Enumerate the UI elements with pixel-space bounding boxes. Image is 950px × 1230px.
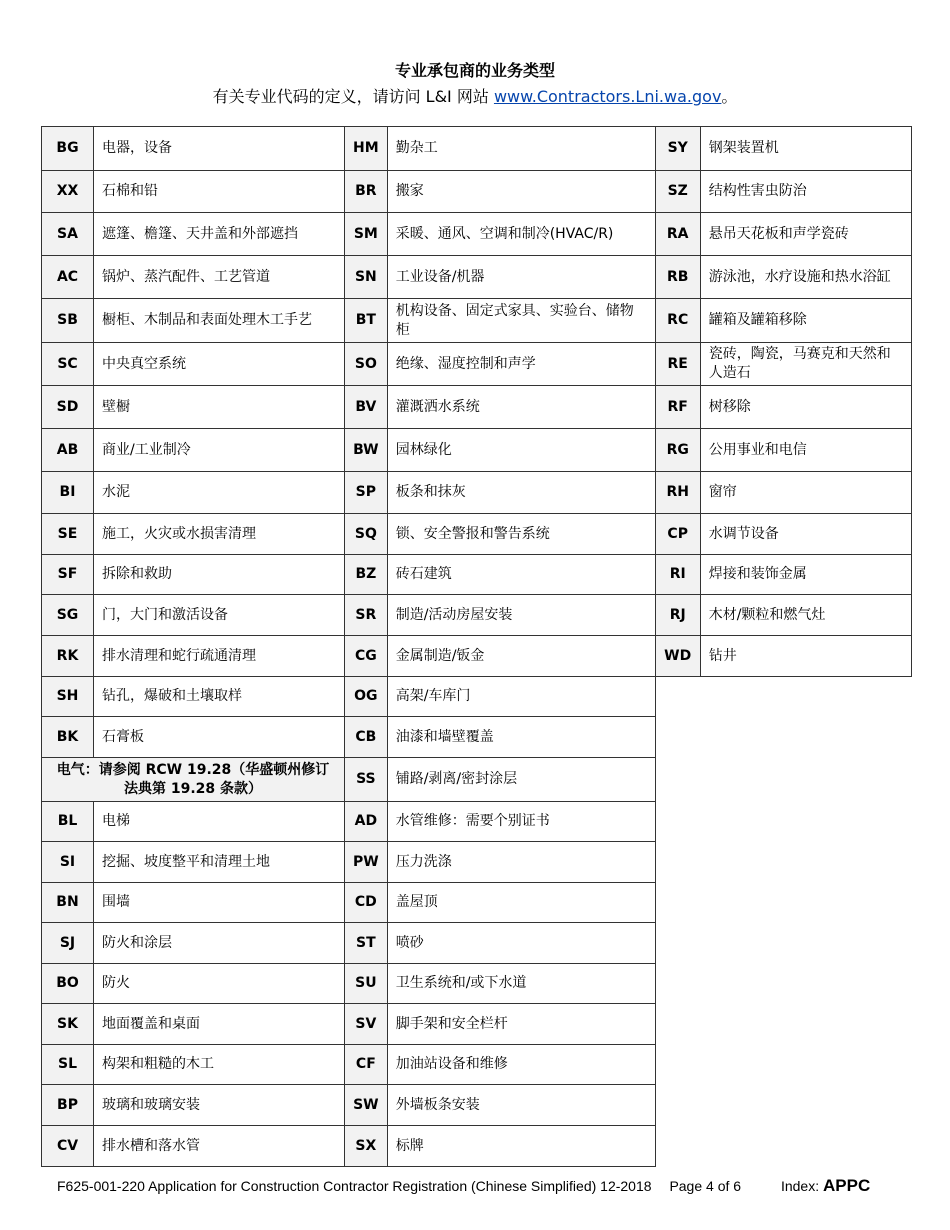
table-row: [42, 923, 912, 964]
specialty-code: SC: [42, 343, 94, 386]
specialty-description: 罐箱及罐箱移除: [700, 299, 911, 343]
specialty-description: 采暖、通风、空调和制冷(HVAC/R): [387, 213, 655, 256]
specialty-description: 电器，设备: [94, 127, 345, 171]
table-row: [42, 213, 912, 256]
specialty-code: SW: [345, 1085, 388, 1126]
specialty-code: SS: [345, 758, 388, 802]
specialty-code: HM: [345, 127, 388, 171]
specialty-description: 标牌: [387, 1126, 655, 1167]
table-row: [42, 256, 912, 299]
empty-cell: [700, 717, 911, 758]
specialty-description: 结构性害虫防治: [700, 171, 911, 213]
specialty-code: CP: [655, 514, 700, 555]
electrical-note: 电气：请参阅 RCW 19.28（华盛顿州修订法典第 19.28 条款）: [42, 758, 345, 802]
empty-cell: [655, 883, 700, 923]
specialty-description: 排水清理和蛇行疏通清理: [94, 636, 345, 677]
specialty-description: 压力洗涤: [387, 842, 655, 883]
specialty-code: CV: [42, 1126, 94, 1167]
specialty-code: SM: [345, 213, 388, 256]
specialty-code: BN: [42, 883, 94, 923]
table-row: [42, 1085, 912, 1126]
specialty-code: RC: [655, 299, 700, 343]
empty-cell: [700, 677, 911, 717]
specialty-code: SO: [345, 343, 388, 386]
specialty-code: BZ: [345, 555, 388, 595]
specialty-code: SA: [42, 213, 94, 256]
empty-cell: [655, 1045, 700, 1085]
table-row: [42, 1045, 912, 1085]
table-row: [42, 677, 912, 717]
specialty-code: ST: [345, 923, 388, 964]
specialty-code: BO: [42, 964, 94, 1004]
specialty-description: 挖掘、坡度整平和清理土地: [94, 842, 345, 883]
specialty-description: 绝缘、湿度控制和声学: [387, 343, 655, 386]
empty-cell: [700, 802, 911, 842]
specialty-description: 板条和抹灰: [387, 472, 655, 514]
specialty-description: 窗帘: [700, 472, 911, 514]
specialty-description: 钻孔，爆破和土壤取样: [94, 677, 345, 717]
specialty-code: SI: [42, 842, 94, 883]
specialty-description: 勤杂工: [387, 127, 655, 171]
specialty-code: BP: [42, 1085, 94, 1126]
empty-cell: [700, 1045, 911, 1085]
specialty-code: SZ: [655, 171, 700, 213]
specialty-description: 橱柜、木制品和表面处理木工手艺: [94, 299, 345, 343]
specialty-description: 砖石建筑: [387, 555, 655, 595]
specialty-description: 搬家: [387, 171, 655, 213]
specialty-code: XX: [42, 171, 94, 213]
specialty-code: CB: [345, 717, 388, 758]
table-row: [42, 514, 912, 555]
page-number: Page 4 of 6: [669, 1178, 742, 1194]
subtitle-end: 。: [721, 87, 738, 106]
specialty-description: 园林绿化: [387, 429, 655, 472]
table-row: [42, 127, 912, 171]
specialty-code: OG: [345, 677, 388, 717]
lni-website-link[interactable]: www.Contractors.Lni.wa.gov: [493, 87, 722, 106]
specialty-description: 构架和粗糙的木工: [94, 1045, 345, 1085]
empty-cell: [700, 842, 911, 883]
subtitle-text: 有关专业代码的定义，请访问 L&I 网站: [212, 87, 494, 106]
table-row: [42, 1004, 912, 1045]
specialty-description: 铺路/剥离/密封涂层: [387, 758, 655, 802]
specialty-code: BV: [345, 386, 388, 429]
specialty-description: 遮篷、檐篷、天井盖和外部遮挡: [94, 213, 345, 256]
specialty-code: AD: [345, 802, 388, 842]
table-row: [42, 802, 912, 842]
specialty-code: RB: [655, 256, 700, 299]
specialty-description: 商业/工业制冷: [94, 429, 345, 472]
specialty-code: RH: [655, 472, 700, 514]
specialty-description: 游泳池，水疗设施和热水浴缸: [700, 256, 911, 299]
specialty-code: SQ: [345, 514, 388, 555]
specialty-description: 地面覆盖和桌面: [94, 1004, 345, 1045]
specialty-description: 机构设备、固定式家具、实验台、储物柜: [387, 299, 655, 343]
specialty-code: BR: [345, 171, 388, 213]
specialty-code: RE: [655, 343, 700, 386]
specialty-code: SH: [42, 677, 94, 717]
specialty-code: SN: [345, 256, 388, 299]
specialty-description: 锁、安全警报和警告系统: [387, 514, 655, 555]
specialty-code: RK: [42, 636, 94, 677]
specialty-code: BK: [42, 717, 94, 758]
specialty-description: 喷砂: [387, 923, 655, 964]
specialty-description: 制造/活动房屋安装: [387, 595, 655, 636]
specialty-code: SV: [345, 1004, 388, 1045]
specialty-description: 脚手架和安全栏杆: [387, 1004, 655, 1045]
empty-cell: [655, 923, 700, 964]
specialty-code: AB: [42, 429, 94, 472]
specialty-description: 石棉和铅: [94, 171, 345, 213]
empty-cell: [655, 1126, 700, 1167]
specialty-code: CG: [345, 636, 388, 677]
specialty-description: 拆除和救助: [94, 555, 345, 595]
empty-cell: [655, 842, 700, 883]
page-subtitle: [0, 84, 950, 107]
form-number: F625-001-220 Application for Construction Contractor Registration (Chinese Simplified) 12-2018: [57, 1178, 652, 1194]
empty-cell: [655, 964, 700, 1004]
specialty-description: 高架/车库门: [387, 677, 655, 717]
specialty-code: SU: [345, 964, 388, 1004]
index-value: APPC: [822, 1176, 871, 1195]
specialty-description: 中央真空系统: [94, 343, 345, 386]
table-row: [42, 842, 912, 883]
page-title: 专业承包商的业务类型: [394, 61, 555, 80]
specialty-description: 金属制造/钣金: [387, 636, 655, 677]
specialty-description: 防火和涂层: [94, 923, 345, 964]
specialty-description: 树移除: [700, 386, 911, 429]
specialty-code: BW: [345, 429, 388, 472]
table-row: [42, 758, 912, 802]
table-row: [42, 964, 912, 1004]
specialty-description: 排水槽和落水管: [94, 1126, 345, 1167]
specialty-code: RF: [655, 386, 700, 429]
specialty-code: SL: [42, 1045, 94, 1085]
specialty-code: AC: [42, 256, 94, 299]
empty-cell: [700, 923, 911, 964]
specialty-description: 石膏板: [94, 717, 345, 758]
specialty-description: 锅炉、蒸汽配件、工艺管道: [94, 256, 345, 299]
specialty-code: SR: [345, 595, 388, 636]
specialty-code: RI: [655, 555, 700, 595]
specialty-description: 壁橱: [94, 386, 345, 429]
specialty-description: 灌溉洒水系统: [387, 386, 655, 429]
specialty-code: BL: [42, 802, 94, 842]
specialty-description: 水泥: [94, 472, 345, 514]
table-row: [42, 555, 912, 595]
table-row: [42, 595, 912, 636]
specialty-code: SK: [42, 1004, 94, 1045]
specialty-description: 悬吊天花板和声学瓷砖: [700, 213, 911, 256]
table-row: [42, 171, 912, 213]
specialty-code: SG: [42, 595, 94, 636]
table-row: [42, 636, 912, 677]
empty-cell: [655, 717, 700, 758]
specialty-description: 公用事业和电信: [700, 429, 911, 472]
specialty-description: 油漆和墙壁覆盖: [387, 717, 655, 758]
specialty-code: BT: [345, 299, 388, 343]
empty-cell: [700, 1126, 911, 1167]
specialty-description: 防火: [94, 964, 345, 1004]
specialty-description: 盖屋顶: [387, 883, 655, 923]
specialty-code: RA: [655, 213, 700, 256]
specialty-codes-table: [41, 126, 912, 1167]
empty-cell: [655, 1004, 700, 1045]
specialty-description: 卫生系统和/或下水道: [387, 964, 655, 1004]
specialty-code: RG: [655, 429, 700, 472]
specialty-description: 钻井: [700, 636, 911, 677]
table-row: [42, 386, 912, 429]
specialty-description: 外墙板条安装: [387, 1085, 655, 1126]
index-label: Index:: [780, 1178, 820, 1194]
specialty-description: 钢架装置机: [700, 127, 911, 171]
specialty-code: SF: [42, 555, 94, 595]
empty-cell: [655, 758, 700, 802]
specialty-code: WD: [655, 636, 700, 677]
empty-cell: [700, 1004, 911, 1045]
table-row: [42, 717, 912, 758]
specialty-code: SB: [42, 299, 94, 343]
specialty-description: 焊接和装饰金属: [700, 555, 911, 595]
table-row: [42, 1126, 912, 1167]
table-row: [42, 299, 912, 343]
specialty-description: 木材/颗粒和燃气灶: [700, 595, 911, 636]
specialty-description: 施工，火灾或水损害清理: [94, 514, 345, 555]
specialty-description: 水管维修：需要个别证书: [387, 802, 655, 842]
empty-cell: [655, 1085, 700, 1126]
specialty-code: BG: [42, 127, 94, 171]
specialty-code: SE: [42, 514, 94, 555]
specialty-description: 围墙: [94, 883, 345, 923]
specialty-code: SJ: [42, 923, 94, 964]
specialty-description: 水调节设备: [700, 514, 911, 555]
specialty-code: CF: [345, 1045, 388, 1085]
specialty-code: CD: [345, 883, 388, 923]
specialty-description: 工业设备/机器: [387, 256, 655, 299]
specialty-code: PW: [345, 842, 388, 883]
empty-cell: [655, 677, 700, 717]
page-footer: [57, 1176, 870, 1196]
specialty-code: SD: [42, 386, 94, 429]
table-row: [42, 343, 912, 386]
specialty-code: SP: [345, 472, 388, 514]
specialty-description: 电梯: [94, 802, 345, 842]
table-row: [42, 429, 912, 472]
specialty-description: 玻璃和玻璃安装: [94, 1085, 345, 1126]
specialty-code: SX: [345, 1126, 388, 1167]
empty-cell: [700, 883, 911, 923]
empty-cell: [700, 758, 911, 802]
specialty-code: BI: [42, 472, 94, 514]
specialty-code: SY: [655, 127, 700, 171]
specialty-code: RJ: [655, 595, 700, 636]
specialty-description: 加油站设备和维修: [387, 1045, 655, 1085]
table-row: [42, 472, 912, 514]
table-row: [42, 883, 912, 923]
empty-cell: [700, 1085, 911, 1126]
specialty-description: 门，大门和激活设备: [94, 595, 345, 636]
empty-cell: [700, 964, 911, 1004]
empty-cell: [655, 802, 700, 842]
specialty-description: 瓷砖，陶瓷，马赛克和天然和人造石: [700, 343, 911, 386]
